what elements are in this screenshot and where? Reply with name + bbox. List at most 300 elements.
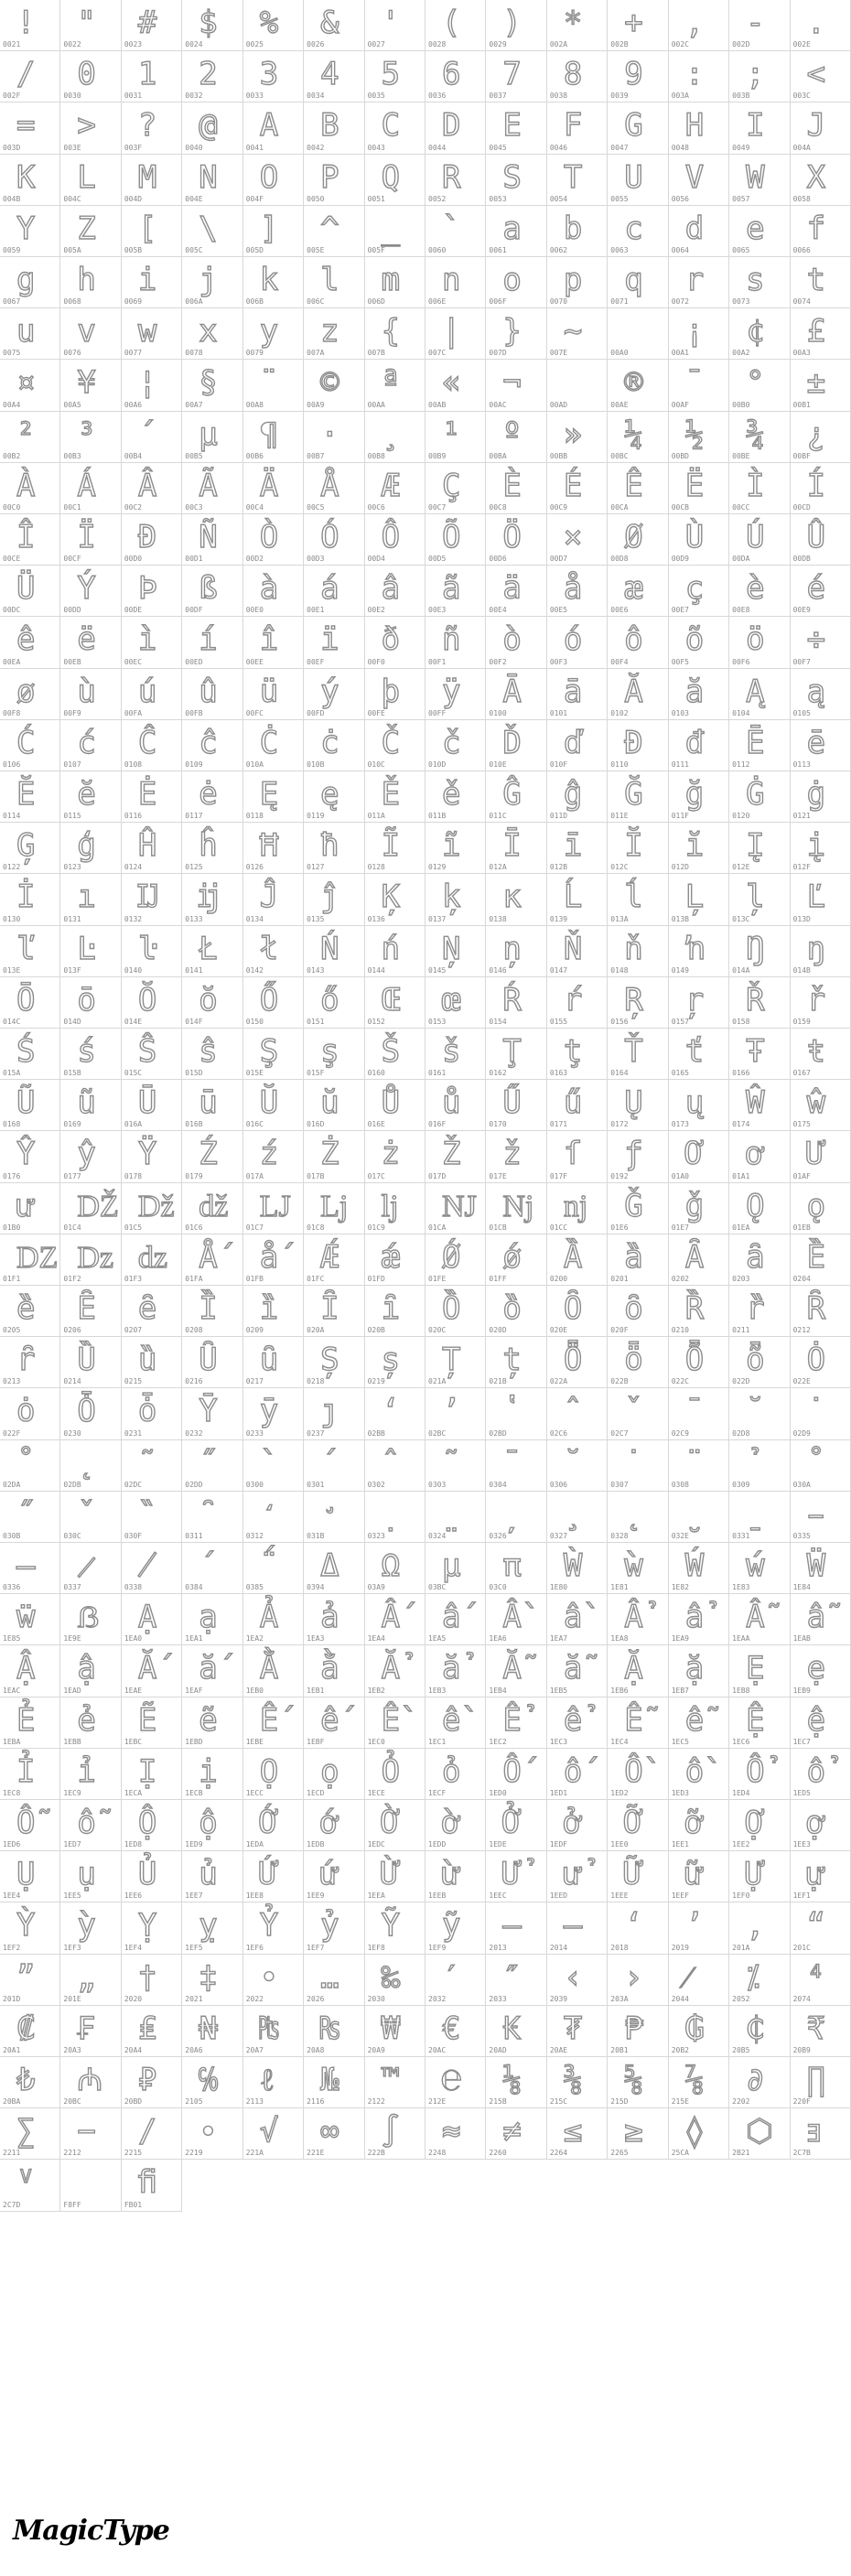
glyph-codepoint: 1EA4	[367, 1634, 385, 1644]
glyph-codepoint: 0112	[732, 760, 750, 769]
glyph-codepoint: 0107	[63, 760, 81, 769]
glyph-codepoint: 021A	[428, 1377, 447, 1386]
glyph-cell	[486, 2006, 546, 2057]
glyph-codepoint: 014E	[124, 1017, 143, 1026]
glyph-codepoint: 1EC1	[428, 1737, 447, 1746]
glyph-cell	[608, 1183, 668, 1234]
glyph-char: Ũ	[16, 1084, 36, 1122]
glyph-codepoint: 0136	[367, 914, 385, 923]
glyph-char: Ỵ	[137, 1907, 157, 1945]
glyph-char: Q	[381, 158, 401, 196]
glyph-codepoint: 2021	[185, 1994, 203, 2003]
glyph-char: %	[259, 5, 279, 41]
glyph-codepoint: 01F3	[124, 1274, 143, 1283]
glyph-cell	[669, 412, 729, 463]
glyph-cell	[426, 155, 486, 206]
glyph-codepoint: 01FA	[185, 1274, 203, 1283]
glyph-char: Ȇ	[77, 1290, 96, 1327]
glyph-cell	[729, 1645, 790, 1697]
glyph-cell	[669, 669, 729, 720]
glyph-char: Ĥ	[137, 827, 157, 865]
glyph-cell	[304, 720, 364, 771]
glyph-char: ℓ	[259, 2062, 275, 2098]
glyph-char: ā	[563, 673, 583, 710]
glyph-char: ń	[381, 930, 401, 967]
glyph-char: ờ	[442, 1805, 461, 1841]
glyph-char: è	[746, 570, 765, 608]
glyph-char: {	[381, 313, 401, 350]
glyph-codepoint: 0022	[63, 40, 81, 49]
glyph-cell	[729, 566, 790, 617]
glyph-cell	[729, 2057, 790, 2108]
glyph-char: z	[320, 313, 339, 350]
glyph-char: 2	[199, 56, 218, 93]
glyph-char: ¿	[806, 415, 826, 453]
glyph-cell	[182, 1080, 242, 1131]
glyph-codepoint: 1EB4	[489, 1686, 507, 1695]
glyph-char: ð	[381, 621, 401, 659]
glyph-cell	[365, 360, 426, 411]
glyph-codepoint: 012E	[732, 863, 750, 872]
glyph-codepoint: 1EE0	[610, 1840, 629, 1849]
glyph-char: 0	[77, 56, 96, 93]
glyph-codepoint: 1E82	[671, 1583, 689, 1592]
glyph-codepoint: 0161	[428, 1069, 447, 1078]
glyph-char: Ă	[624, 673, 643, 710]
glyph-char: ~	[563, 313, 583, 350]
glyph-cell	[486, 2057, 546, 2108]
glyph-codepoint: 1EA1	[185, 1634, 203, 1644]
glyph-codepoint: 00E7	[671, 606, 689, 615]
glyph-char: 1	[137, 56, 157, 93]
glyph-codepoint: 0215	[124, 1377, 143, 1386]
glyph-cell	[243, 1492, 304, 1543]
glyph-char: V	[684, 158, 705, 196]
glyph-char: Ơ	[684, 1136, 705, 1173]
glyph-codepoint: 0102	[610, 708, 629, 717]
glyph-char: o	[502, 262, 522, 298]
glyph-codepoint: 0041	[245, 143, 264, 152]
glyph-codepoint: 1EED	[549, 1892, 568, 1901]
glyph-cell	[304, 1749, 364, 1800]
glyph-cell	[426, 2006, 486, 2057]
glyph-cell	[729, 1337, 790, 1388]
glyph-char: №	[320, 2062, 339, 2098]
glyph-cell	[122, 0, 182, 51]
glyph-codepoint: 016E	[367, 1120, 385, 1129]
glyph-cell	[122, 771, 182, 823]
glyph-cell	[547, 51, 608, 102]
glyph-cell	[182, 1183, 242, 1234]
glyph-cell	[547, 1080, 608, 1131]
glyph-codepoint: 0103	[671, 708, 689, 717]
glyph-codepoint: 215D	[610, 2097, 629, 2107]
glyph-cell	[182, 1337, 242, 1388]
glyph-codepoint: 0037	[489, 92, 507, 101]
glyph-codepoint: 0070	[549, 297, 568, 307]
glyph-codepoint: 1EDF	[549, 1840, 568, 1849]
glyph-char: ổ	[806, 1752, 826, 1790]
glyph-cell	[547, 771, 608, 823]
glyph-char: g	[16, 262, 36, 298]
glyph-char: ≈	[442, 2113, 461, 2150]
glyph-char: ậ	[77, 1650, 96, 1687]
glyph-codepoint: 0210	[671, 1326, 689, 1335]
glyph-codepoint: 00AD	[549, 400, 568, 409]
glyph-codepoint: 020E	[549, 1326, 568, 1335]
glyph-char: ỳ	[77, 1907, 96, 1945]
glyph-char: √	[259, 2113, 279, 2150]
glyph-char: Ū	[137, 1084, 157, 1122]
glyph-cell	[729, 771, 790, 823]
glyph-codepoint: 1EA6	[489, 1634, 507, 1644]
glyph-cell	[669, 1080, 729, 1131]
glyph-char: ]	[259, 210, 279, 247]
glyph-char: Ĵ	[259, 878, 279, 916]
glyph-cell	[669, 257, 729, 308]
glyph-cell	[243, 823, 304, 874]
glyph-codepoint: 03C0	[489, 1583, 507, 1592]
glyph-codepoint: 0027	[367, 40, 385, 49]
glyph-codepoint: 00AE	[610, 400, 629, 409]
glyph-cell	[669, 0, 729, 51]
glyph-char: B	[320, 107, 339, 145]
glyph-char: c	[624, 210, 643, 247]
glyph-cell	[60, 1492, 121, 1543]
glyph-codepoint: 00A6	[124, 400, 143, 409]
glyph-cell	[547, 1645, 608, 1697]
glyph-cell	[608, 1902, 668, 1954]
glyph-char: Ŝ	[137, 1033, 157, 1070]
glyph-codepoint: 0203	[732, 1274, 750, 1283]
glyph-codepoint: 015F	[307, 1069, 325, 1078]
glyph-codepoint: 0034	[307, 92, 325, 101]
glyph-codepoint: 00D5	[428, 555, 447, 564]
glyph-codepoint: 01AF	[792, 1171, 811, 1180]
glyph-cell	[122, 102, 182, 154]
glyph-codepoint: 00F4	[610, 657, 629, 666]
glyph-codepoint: 00E8	[732, 606, 750, 615]
glyph-cell	[122, 566, 182, 617]
glyph-char: ß	[199, 570, 218, 608]
glyph-char: ®	[624, 364, 643, 402]
glyph-cell	[182, 463, 242, 514]
glyph-cell	[486, 1234, 546, 1286]
glyph-codepoint: 0075	[3, 349, 21, 358]
glyph-codepoint: 00B9	[428, 451, 447, 460]
glyph-codepoint: 1EAD	[63, 1686, 81, 1695]
glyph-cell	[0, 2108, 60, 2160]
glyph-char: ₧	[259, 2010, 279, 2047]
glyph-char: ₦	[199, 2010, 218, 2047]
glyph-cell	[426, 1698, 486, 1749]
glyph-cell	[243, 412, 304, 463]
glyph-cell	[426, 2108, 486, 2160]
glyph-char: ȓ	[16, 1342, 36, 1379]
glyph-cell	[669, 308, 729, 360]
glyph-codepoint: 01F2	[63, 1274, 81, 1283]
glyph-cell	[122, 926, 182, 977]
glyph-cell	[729, 463, 790, 514]
glyph-char: f	[806, 210, 826, 247]
glyph-cell	[304, 51, 364, 102]
glyph-codepoint: 004F	[245, 194, 264, 203]
glyph-cell	[365, 2108, 426, 2160]
glyph-char: Ï	[77, 519, 96, 555]
glyph-codepoint: 030F	[124, 1531, 143, 1540]
glyph-cell	[60, 1080, 121, 1131]
glyph-codepoint: 00A9	[307, 400, 325, 409]
glyph-char: Z	[77, 210, 96, 247]
glyph-cell	[791, 1029, 851, 1080]
glyph-char: Y	[16, 210, 36, 247]
glyph-codepoint: 0192	[610, 1171, 629, 1180]
glyph-cell	[304, 977, 364, 1029]
glyph-codepoint: 0049	[732, 143, 750, 152]
glyph-cell	[0, 1543, 60, 1594]
glyph-codepoint: 1EB9	[792, 1686, 811, 1695]
glyph-char: T	[563, 158, 583, 196]
glyph-cell	[243, 102, 304, 154]
glyph-char: R	[442, 158, 461, 196]
glyph-char: ¼	[624, 415, 643, 453]
glyph-cell	[608, 2057, 668, 2108]
glyph-codepoint: 004E	[185, 194, 203, 203]
glyph-char: ȃ	[746, 1238, 765, 1276]
glyph-codepoint: 00B2	[3, 451, 21, 460]
glyph-codepoint: 1EC5	[671, 1737, 689, 1746]
glyph-codepoint: 00A4	[3, 400, 21, 409]
glyph-codepoint: 0300	[245, 1480, 264, 1489]
glyph-char: Ậ	[16, 1650, 36, 1687]
glyph-char: ć	[77, 724, 96, 761]
glyph-cell	[182, 206, 242, 257]
glyph-char: U	[624, 158, 643, 196]
glyph-codepoint: 00C2	[124, 502, 143, 512]
glyph-codepoint: 0165	[671, 1069, 689, 1078]
glyph-cell	[669, 1645, 729, 1697]
glyph-codepoint: 0336	[3, 1583, 21, 1592]
glyph-char: ₨	[320, 2010, 339, 2047]
glyph-char: Ñ	[199, 519, 218, 555]
glyph-cell	[60, 1851, 121, 1902]
glyph-char: M	[137, 158, 157, 196]
glyph-char: ±	[806, 364, 826, 402]
glyph-char: ȗ	[259, 1342, 279, 1379]
glyph-char: ₭	[502, 2010, 522, 2047]
glyph-codepoint: 0114	[3, 812, 21, 821]
glyph-cell	[486, 823, 546, 874]
glyph-codepoint: 01E6	[610, 1223, 629, 1232]
glyph-codepoint: 00CF	[63, 555, 81, 564]
glyph-codepoint: 0064	[671, 245, 689, 254]
glyph-char: [	[137, 210, 157, 247]
glyph-cell	[182, 1955, 242, 2006]
glyph-cell	[304, 1955, 364, 2006]
glyph-codepoint: 1EE2	[732, 1840, 750, 1849]
glyph-char: ₵	[746, 2010, 765, 2047]
glyph-cell	[486, 51, 546, 102]
glyph-char: ‹	[563, 1958, 583, 1996]
glyph-cell	[304, 412, 364, 463]
glyph-codepoint: 1ED1	[549, 1788, 568, 1797]
glyph-char: ū	[199, 1084, 218, 1122]
glyph-codepoint: 00A5	[63, 400, 81, 409]
glyph-cell	[122, 514, 182, 566]
glyph-codepoint: 0062	[549, 245, 568, 254]
glyph-codepoint: 01C7	[245, 1223, 264, 1232]
glyph-cell	[122, 1543, 182, 1594]
glyph-cell	[60, 2006, 121, 2057]
glyph-codepoint: 1EC0	[367, 1737, 385, 1746]
glyph-codepoint: 00BE	[732, 451, 750, 460]
glyph-codepoint: 0116	[124, 812, 143, 821]
glyph-codepoint: 00E2	[367, 606, 385, 615]
glyph-char: ²	[16, 415, 36, 453]
glyph-char: œ	[442, 981, 461, 1019]
glyph-codepoint: 1EB3	[428, 1686, 447, 1695]
glyph-cell	[426, 823, 486, 874]
glyph-char: Ā	[502, 673, 522, 710]
glyph-cell	[729, 412, 790, 463]
glyph-cell	[365, 1029, 426, 1080]
glyph-char: ẻ	[77, 1701, 96, 1739]
glyph-char: Ŋ	[746, 930, 765, 967]
glyph-char: ẹ	[806, 1650, 826, 1687]
glyph-codepoint: 01C9	[367, 1223, 385, 1232]
glyph-char: _	[381, 210, 401, 247]
glyph-codepoint: 00E3	[428, 606, 447, 615]
glyph-codepoint: 212E	[428, 2097, 447, 2107]
glyph-codepoint: 1EE8	[245, 1892, 264, 1901]
glyph-cell	[729, 1029, 790, 1080]
glyph-char: P	[320, 158, 339, 196]
glyph-cell	[243, 1286, 304, 1337]
glyph-cell	[669, 1902, 729, 1954]
glyph-cell	[122, 1645, 182, 1697]
glyph-cell	[304, 874, 364, 925]
glyph-codepoint: 00B1	[792, 400, 811, 409]
glyph-codepoint: 1EA7	[549, 1634, 568, 1644]
glyph-char: ∑	[16, 2113, 36, 2150]
glyph-codepoint: 0079	[245, 349, 264, 358]
glyph-codepoint: 00F9	[63, 708, 81, 717]
glyph-char: ȉ	[259, 1290, 279, 1327]
glyph-cell	[304, 771, 364, 823]
glyph-codepoint: 016F	[428, 1120, 447, 1129]
glyph-char: Ǳ	[16, 1238, 59, 1276]
glyph-cell	[365, 566, 426, 617]
glyph-codepoint: 1EE6	[124, 1892, 143, 1901]
glyph-codepoint: 0207	[124, 1326, 143, 1335]
glyph-cell	[791, 155, 851, 206]
glyph-codepoint: 020A	[307, 1326, 325, 1335]
glyph-codepoint: 0140	[124, 965, 143, 975]
glyph-cell	[486, 1645, 546, 1697]
glyph-char: )	[502, 5, 522, 41]
glyph-cell	[60, 1388, 121, 1439]
glyph-codepoint: 005C	[185, 245, 203, 254]
glyph-char: Ụ	[16, 1856, 36, 1893]
glyph-cell	[182, 1286, 242, 1337]
glyph-char: ¹	[442, 415, 461, 453]
glyph-codepoint: 0326	[489, 1531, 507, 1540]
glyph-codepoint: 00C0	[3, 502, 21, 512]
glyph-codepoint: 0072	[671, 297, 689, 307]
glyph-codepoint: 2113	[245, 2097, 264, 2107]
glyph-char: Ứ	[259, 1856, 279, 1893]
glyph-codepoint: 0059	[3, 245, 21, 254]
glyph-codepoint: 0058	[792, 194, 811, 203]
glyph-codepoint: 022D	[732, 1377, 750, 1386]
glyph-cell	[729, 1131, 790, 1182]
glyph-char: Ĳ	[137, 878, 157, 916]
glyph-cell	[60, 1286, 121, 1337]
glyph-char: ı	[77, 878, 96, 916]
glyph-char: ả	[320, 1599, 339, 1636]
glyph-codepoint: 0166	[732, 1069, 750, 1078]
glyph-codepoint: 00C1	[63, 502, 81, 512]
glyph-cell	[486, 0, 546, 51]
glyph-codepoint: 005E	[307, 245, 325, 254]
glyph-char: ⅞	[684, 2062, 705, 2098]
glyph-cell	[791, 1337, 851, 1388]
glyph-cell	[729, 155, 790, 206]
glyph-codepoint: 1EB7	[671, 1686, 689, 1695]
glyph-codepoint: 02D8	[732, 1428, 750, 1438]
glyph-cell	[0, 926, 60, 977]
glyph-codepoint: 1ED3	[671, 1788, 689, 1797]
glyph-codepoint: 00C3	[185, 502, 203, 512]
glyph-cell	[608, 1851, 668, 1902]
glyph-codepoint: 011B	[428, 812, 447, 821]
glyph-char: Ẃ	[684, 1547, 705, 1584]
glyph-cell	[791, 1749, 851, 1800]
glyph-codepoint: 201D	[3, 1994, 21, 2003]
glyph-cell	[486, 155, 546, 206]
glyph-cell	[243, 308, 304, 360]
glyph-cell	[182, 1594, 242, 1645]
glyph-char: Þ	[137, 570, 157, 608]
glyph-codepoint: 2219	[185, 2149, 203, 2158]
glyph-codepoint: 00BC	[610, 451, 629, 460]
glyph-cell	[791, 1286, 851, 1337]
glyph-codepoint: 0160	[367, 1069, 385, 1078]
glyph-char: Ế	[259, 1701, 279, 1739]
glyph-codepoint: 0063	[610, 245, 629, 254]
glyph-cell	[365, 617, 426, 668]
glyph-codepoint: 012C	[610, 863, 629, 872]
glyph-cell	[122, 1131, 182, 1182]
glyph-char: Ō	[16, 981, 36, 1019]
glyph-codepoint: 002F	[3, 92, 21, 101]
glyph-cell	[0, 2006, 60, 2057]
glyph-char: Đ	[624, 724, 643, 761]
glyph-cell	[243, 155, 304, 206]
glyph-cell	[60, 360, 121, 411]
glyph-codepoint: 0056	[671, 194, 689, 203]
glyph-codepoint: 2014	[549, 1943, 568, 1952]
glyph-codepoint: 0131	[63, 914, 81, 923]
glyph-char: Ệ	[746, 1701, 765, 1739]
glyph-char: ŵ	[806, 1084, 826, 1122]
glyph-codepoint: 2032	[428, 1994, 447, 2003]
glyph-char: 9	[624, 56, 643, 93]
glyph-codepoint: 0164	[610, 1069, 629, 1078]
glyph-char: Ł	[199, 930, 218, 967]
glyph-char: Ģ	[16, 827, 36, 865]
glyph-codepoint: 01FF	[489, 1274, 507, 1283]
